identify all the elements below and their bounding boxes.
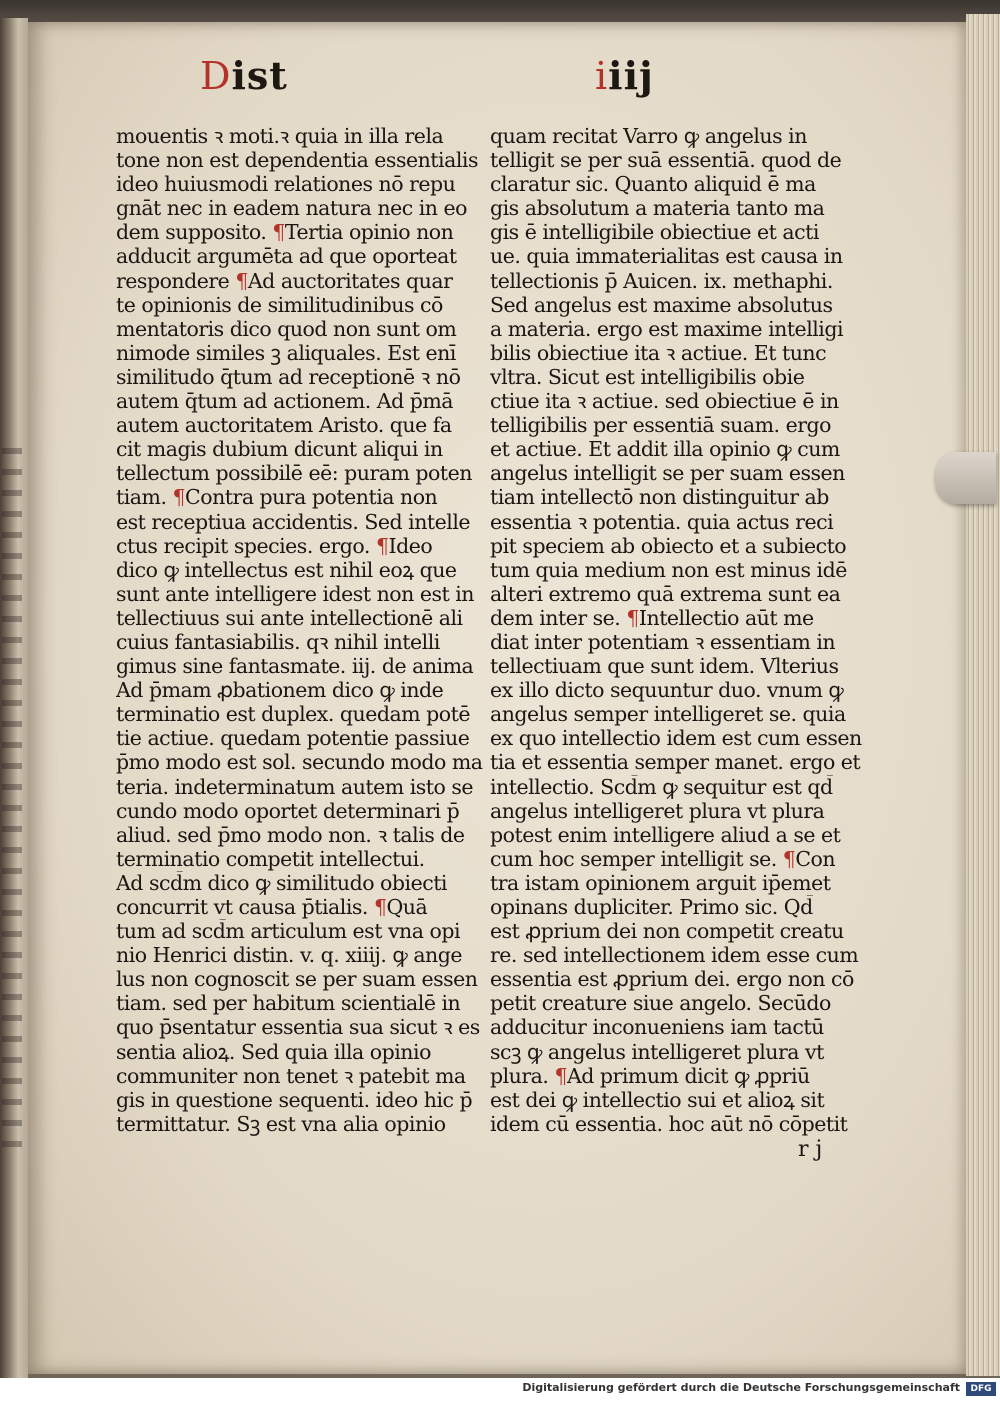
text-line: tra istam opinionem arguit ip̄emet	[490, 870, 831, 895]
text-line: gimus sine fantasmate. iij. de anima	[116, 654, 474, 679]
text-line: dem supposito. ¶Tertia opinio non	[116, 220, 454, 245]
text-line: cuius fantasiabilis. qꝛ nihil intelli	[116, 629, 440, 654]
text-line: telligit se per suā essentiā. quod de	[490, 148, 842, 173]
text-line: concurrit vt causa p̄tialis. ¶Quā	[116, 895, 428, 919]
text-line: angelus intelligeret plura vt plura	[490, 798, 825, 823]
text-line: tie actiue. quedam potentie passiue	[116, 726, 470, 751]
signature-mark: r j	[798, 1137, 823, 1162]
text-line: Sed angelus est maxime absolutus	[490, 292, 833, 317]
pilcrow-mark: ¶	[375, 533, 389, 558]
text-line: dico ꝙ intellectus est nihil eoꝝ que	[116, 557, 457, 582]
pilcrow-mark: ¶	[554, 1063, 567, 1088]
text-line: autem q̄tum ad actionem. Ad p̄mā	[116, 389, 454, 414]
text-line: teria. indeterminatum autem isto se	[116, 774, 474, 799]
rubricated-initial: D	[200, 54, 232, 98]
text-line: nimode similes ꝫ aliquales. Est enī	[116, 340, 456, 365]
text-line: angelus semper intelligeret se. quia	[490, 702, 846, 727]
text-line: cundo modo oportet determinari p̄	[116, 798, 460, 823]
facing-page-text-fragment	[2, 448, 22, 1148]
text-line: diat inter potentiam ꝛ essentiam in	[490, 629, 836, 654]
text-line: ex illo dicto sequuntur duo. vnum ꝙ	[490, 678, 844, 703]
text-line: essentia est ꝓprium dei. ergo non cō	[490, 967, 854, 992]
text-line: idem cū essentia. hoc aūt nō cōpetit	[490, 1111, 848, 1136]
running-head-left-text: ist	[231, 53, 288, 98]
text-line: re. sed intellectionem idem esse cum	[490, 943, 859, 968]
text-line: intellectio. Scd̄m ꝙ sequitur est qd̄	[490, 774, 833, 799]
text-line: similitudo q̄tum ad receptionē ꝛ nō	[116, 364, 461, 389]
page-stack-edge	[966, 14, 1000, 1376]
text-line: p̄mo modo est sol. secundo modo ma	[116, 750, 483, 775]
text-line: mouentis ꝛ moti.ꝛ quia in illa rela	[116, 124, 444, 148]
text-line: alteri extremo quā extrema sunt ea	[490, 581, 841, 606]
running-head-right	[595, 52, 654, 100]
text-line: a materia. ergo est maxime intelligi	[490, 316, 844, 341]
text-line: Ad scd̄m dico ꝙ similitudo obiecti	[116, 870, 447, 895]
book-clasp	[936, 452, 996, 504]
pilcrow-mark: ¶	[373, 895, 387, 919]
text-line: scꝫ ꝙ angelus intelligeret plura vt	[490, 1039, 824, 1064]
text-line: adducitur inconueniens iam tactū	[490, 1015, 824, 1040]
text-line: nio Henrici distin. v. q. xiiij. ꝙ ange	[116, 943, 463, 968]
funding-credit: Digitalisierung gefördert durch die Deutsche Forschungsgemeinschaft	[522, 1381, 960, 1394]
text-line: est dei ꝙ intellectio sui et alioꝝ sit	[490, 1087, 825, 1112]
text-line: dem inter se. ¶Intellectio aūt me	[490, 605, 814, 630]
text-line: ue. quia immaterialitas est causa in	[490, 244, 843, 269]
text-line: tellectionis p̄ Auicen. ix. methaphi.	[490, 268, 833, 293]
text-line: Ad p̄mam ꝓbationem dico ꝙ inde	[116, 678, 444, 703]
text-line: gis absolutum a materia tanto ma	[490, 196, 825, 221]
text-line: autem auctoritatem Aristo. que fa	[116, 413, 452, 438]
pilcrow-mark: ¶	[626, 605, 639, 630]
text-line: tellectiuam que sunt idem. Vlterius	[490, 654, 839, 679]
text-line: potest enim intelligere aliud a se et	[490, 822, 841, 847]
text-line: tone non est dependentia essentialis	[116, 148, 478, 173]
text-line: claratur sic. Quanto aliquid ē ma	[490, 172, 816, 197]
digitization-footer	[0, 1378, 1000, 1401]
text-line: gis ē intelligibile obiectiue et acti	[490, 220, 819, 245]
text-column-right	[490, 124, 862, 1136]
text-line: vltra. Sicut est intelligibilis obie	[490, 364, 805, 389]
text-line: est receptiua accidentis. Sed intelle	[116, 509, 471, 534]
text-line: aliud. sed p̄mo modo non. ꝛ talis de	[116, 822, 465, 847]
text-line: terminatio competit intellectui.	[116, 846, 425, 871]
text-line: mentatoris dico quod non sunt om	[116, 316, 457, 341]
text-line: termittatur. Sꝫ est vna alia opinio	[116, 1111, 446, 1136]
text-line: plura. ¶Ad primum dicit ꝙ ꝓpriū	[490, 1063, 810, 1088]
text-line: tia et essentia semper manet. ergo et	[490, 750, 861, 775]
pilcrow-mark: ¶	[782, 846, 796, 871]
text-line: ideo huiusmodi relationes nō repu	[116, 172, 456, 197]
text-line: est ꝓprium dei non competit creatu	[490, 919, 844, 944]
text-line: cum hoc semper intelligit se. ¶Con	[490, 846, 836, 871]
text-line: communiter non tenet ꝛ patebit ma	[116, 1063, 466, 1088]
pilcrow-mark: ¶	[235, 268, 248, 293]
text-line: petit creature siue angelo. Secūdo	[490, 991, 831, 1016]
rubricated-initial: i	[595, 54, 609, 98]
pilcrow-mark: ¶	[172, 485, 186, 510]
text-line: ctus recipit species. ergo. ¶Ideo	[116, 533, 433, 558]
text-line: tum ad scd̄m articulum est vna opi	[116, 919, 461, 944]
text-column-left	[116, 124, 488, 1136]
text-line: cit magis dubium dicunt aliqui in	[116, 437, 443, 462]
text-line: quam recitat Varro ꝙ angelus in	[490, 124, 807, 148]
pilcrow-mark: ¶	[272, 220, 285, 245]
text-line: tiam intellectō non distinguitur ab	[490, 485, 829, 510]
text-line: respondere ¶Ad auctoritates quar	[116, 268, 453, 293]
text-line: te opinionis de similitudinibus cō	[116, 292, 443, 317]
text-line: angelus intelligit se per suam essen	[490, 461, 845, 486]
text-line: quo p̄sentatur essentia sua sicut ꝛ es	[116, 1015, 480, 1040]
text-line: bilis obiectiue ita ꝛ actiue. Et tunc	[490, 340, 827, 365]
text-line: ex quo intellectio idem est cum essen	[490, 726, 862, 751]
dfg-logo: DFG	[966, 1382, 996, 1396]
text-line: tum quia medium non est minus idē	[490, 557, 847, 582]
text-line: gnāt nec in eadem natura nec in eo	[116, 196, 467, 221]
text-line: terminatio est duplex. quedam potē	[116, 702, 470, 727]
text-line: essentia ꝛ potentia. quia actus reci	[490, 509, 834, 534]
text-line: tiam. ¶Contra pura potentia non	[116, 485, 438, 510]
text-line: tiam. sed per habitum scientialē in	[116, 991, 461, 1016]
text-line: lus non cognoscit se per suam essen	[116, 967, 478, 992]
running-head-right-text: iij	[608, 53, 654, 98]
text-line: sentia alioꝝ. Sed quia illa opinio	[116, 1039, 431, 1064]
text-line: ctiue ita ꝛ actiue. sed obiectiue ē in	[490, 389, 839, 414]
text-line: tellectiuus sui ante intellectionē ali	[116, 605, 463, 630]
text-line: tellectum possibilē eē: puram poten	[116, 461, 472, 486]
running-head-left	[200, 52, 288, 100]
text-line: adducit argumēta ad que oporteat	[116, 244, 457, 269]
text-line: opinans dupliciter. Primo sic. Qd̄	[490, 895, 813, 919]
text-line: pit speciem ab obiecto et a subiecto	[490, 533, 847, 558]
text-line: gis in questione sequenti. ideo hic p̄	[116, 1087, 473, 1112]
text-line: telligibilis per essentiā suam. ergo	[490, 413, 831, 438]
facing-page-edge	[0, 18, 28, 1378]
text-line: sunt ante intelligere idest non est in	[116, 581, 475, 606]
text-line: et actiue. Et addit illa opinio ꝙ cum	[490, 437, 840, 462]
